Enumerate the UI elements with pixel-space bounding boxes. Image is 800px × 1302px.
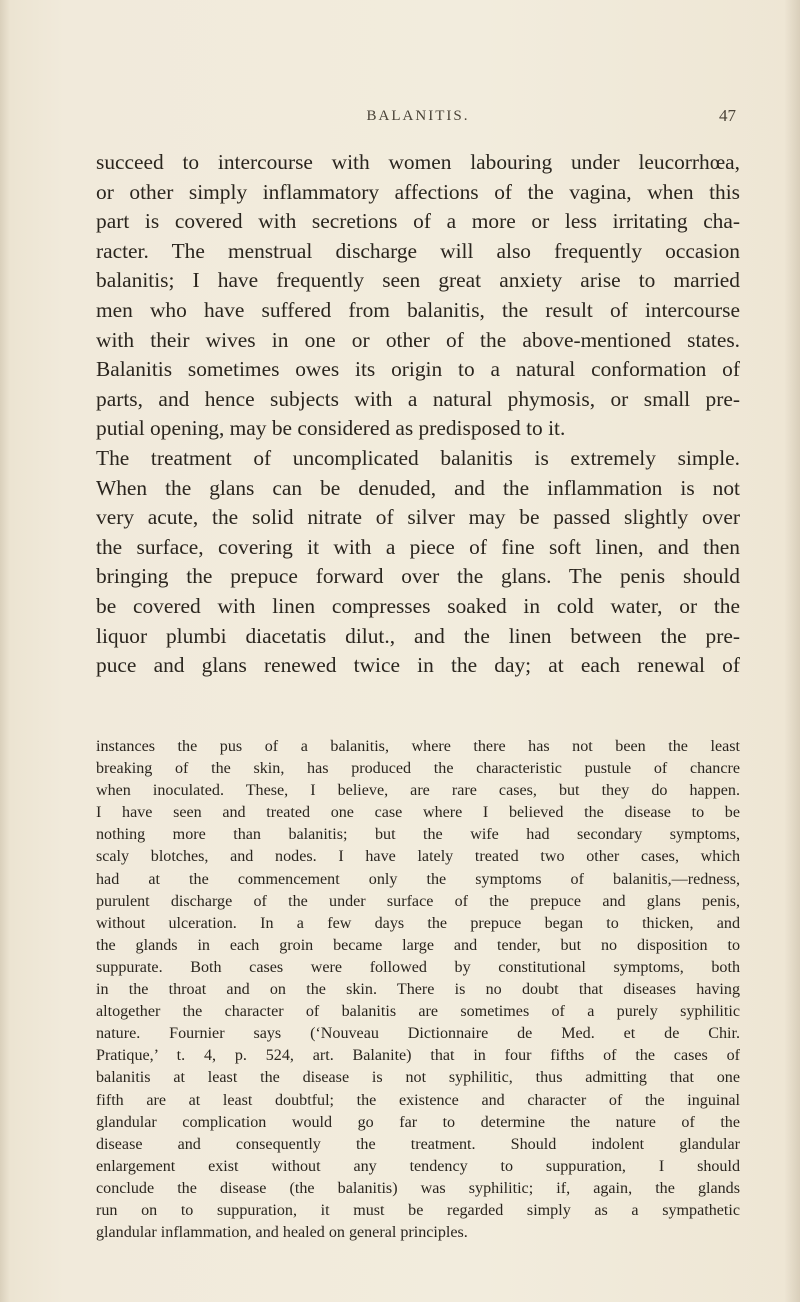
text-line: The treatment of uncomplicated balanitis is extremely simple. [96,445,740,470]
text-line: parts, and hence subjects with a natural phymosis, or small pre- [96,386,740,411]
note-line: run on to suppuration, it must be regarded simply as a sympathetic [96,1201,740,1219]
note-line: Pratique,’ t. 4, p. 524, art. Balanite) that in four fifths of the cases of [96,1047,740,1065]
note-line: when inoculated. These, I believe, are rare cases, but they do happen. [96,782,740,800]
note-line: suppurate. Both cases were followed by constitutional symptoms, both [96,958,740,976]
running-head: BALANITIS. [366,108,470,124]
note-line: purulent discharge of the under surface of the prepuce and glans penis, [96,892,740,910]
note-line: glandular inflammation, and healed on general principles. [96,1224,468,1242]
note-line: disease and consequently the treatment. Should indolent glandular [96,1135,740,1153]
text-line: bringing the prepuce forward over the glans. The penis should [96,564,740,589]
note-line: without ulceration. In a few days the prepuce began to thicken, and [96,914,740,932]
note-line: nothing more than balanitis; but the wife had secondary symptoms, [96,826,740,844]
footnote-text [96,736,740,1244]
note-line: altogether the character of balanitis are sometimes of a purely syphilitic [96,1003,740,1021]
note-line: glandular complication would go far to determine the nature of the [96,1113,740,1131]
page-gutter-shadow [784,0,800,1302]
note-line: I have seen and treated one case where I believed the disease to be [96,804,740,822]
page-edge-shadow [0,0,10,1302]
text-line: balanitis; I have frequently seen great anxiety arise to married [96,268,740,293]
main-text [96,148,740,681]
text-line: putial opening, may be considered as predisposed to it. [96,416,566,441]
note-line: instances the pus of a balanitis, where there has not been the least [96,738,740,755]
note-line: had at the commencement only the symptoms of balanitis,—redness, [96,870,740,888]
note-line: balanitis at least the disease is not syphilitic, thus admitting that one [96,1069,740,1087]
note-line: fifth are at least doubtful; the existence and character of the inguinal [96,1091,740,1109]
text-line: be covered with linen compresses soaked in cold water, or the [96,593,740,618]
page-header [96,108,740,132]
text-line: or other simply inflammatory affections of the vagina, when this [96,179,740,204]
text-line: liquor plumbi diacetatis dilut., and the linen between the pre- [96,623,740,648]
text-line: When the glans can be denuded, and the inflammation is not [96,475,740,500]
text-line: succeed to intercourse with women labouring under leucorrhœa, [96,150,740,174]
text-line: puce and glans renewed twice in the day; at each renewal of [96,653,740,678]
text-line: the surface, covering it with a piece of fine soft linen, and then [96,534,740,559]
text-line: with their wives in one or other of the above-mentioned states. [96,327,740,352]
note-line: conclude the disease (the balanitis) was syphilitic; if, again, the glands [96,1179,740,1197]
note-line: breaking of the skin, has produced the characteristic pustule of chancre [96,760,740,778]
note-line: nature. Fournier says (‘Nouveau Dictionnaire de Med. et de Chir. [96,1025,740,1043]
text-line: very acute, the solid nitrate of silver may be passed slightly over [96,505,740,530]
text-line: men who have suffered from balanitis, the result of intercourse [96,297,740,322]
text-line: part is covered with secretions of a more or less irritating cha- [96,209,740,234]
page-number: 47 [719,106,736,125]
note-line: enlargement exist without any tendency to suppuration, I should [96,1157,740,1175]
note-line: in the throat and on the skin. There is no doubt that diseases having [96,981,740,999]
note-line: the glands in each groin became large and tender, but no disposition to [96,936,740,954]
text-line: racter. The menstrual discharge will also frequently occasion [96,238,740,263]
note-line: scaly blotches, and nodes. I have lately treated two other cases, which [96,848,740,866]
text-line: Balanitis sometimes owes its origin to a natural conformation of [96,357,740,382]
